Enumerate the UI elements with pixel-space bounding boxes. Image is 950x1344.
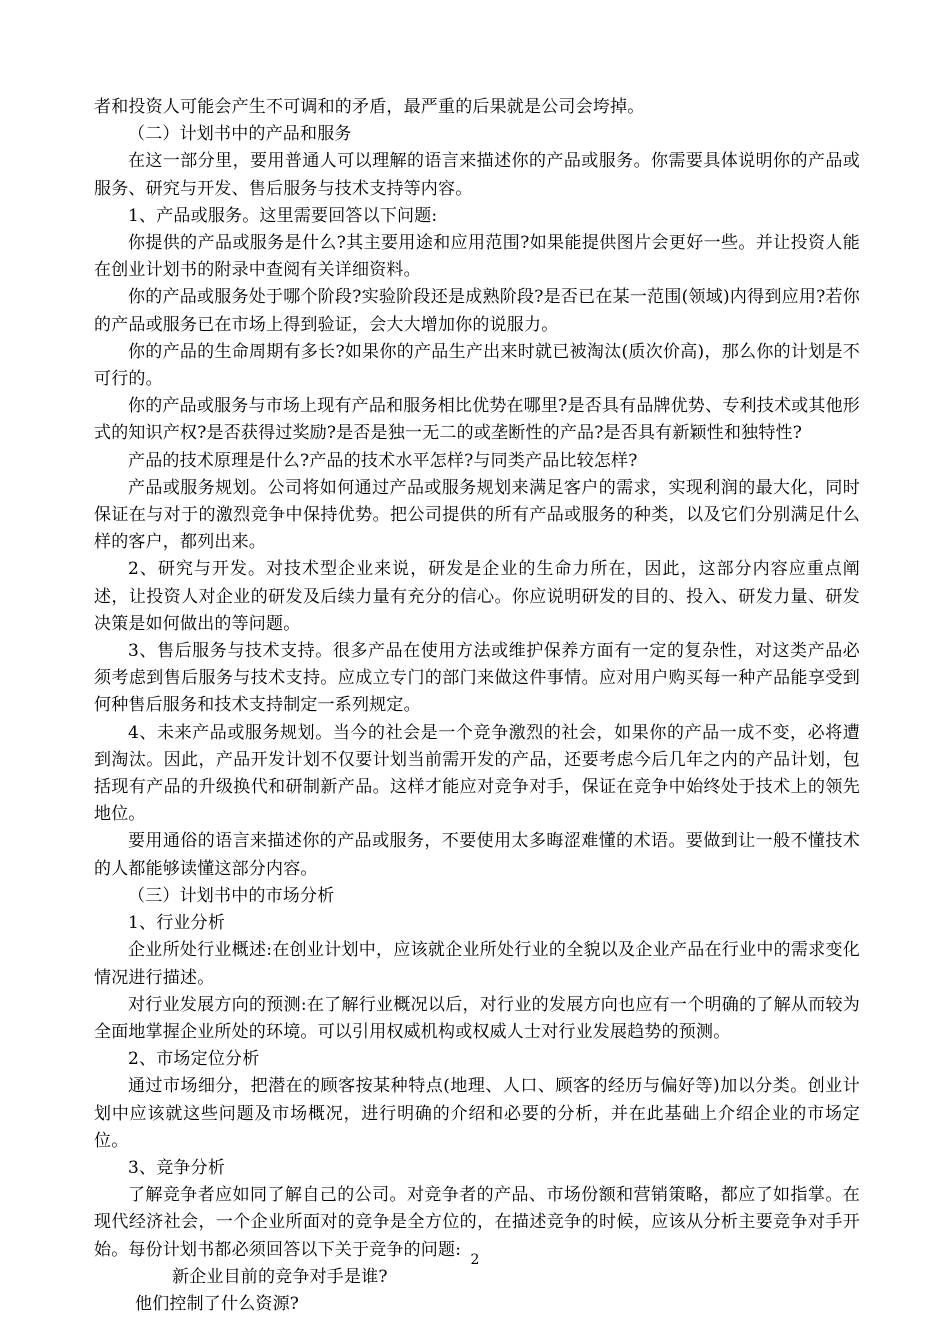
question-item: 新企业目前的竞争对手是谁? <box>172 1266 388 1287</box>
subheading-products-services: 1、产品或服务。这里需要回答以下问题: <box>128 205 438 226</box>
paragraph: 者和投资人可能会产生不可调和的矛盾，最严重的后果就是公司会垮掉。 <box>94 97 645 117</box>
subheading-industry: 1、行业分析 <box>128 913 226 934</box>
section-heading-market: （三）计划书中的市场分析 <box>128 885 335 906</box>
paragraph: 对行业发展方向的预测:在了解行业概况以后，对行业的发展方向也应有一个明确的了解从而较为全面地掌握企业所处的环境。可以引用权威机构或权威人士对行业发展趋势的预测。 <box>94 994 860 1042</box>
subheading-research: 2、研究与开发。对技术型企业来说，研发是企业的生命力所在，因此，这部分内容应重点阐述，让投资人对企业的研发及后续力量有充分的信心。你应说明研发的目的、投入、研发力量、研发决策是如何做出的等问题。 <box>94 559 860 634</box>
paragraph: 在这一部分里，要用普通人可以理解的语言来描述你的产品或服务。你需要具体说明你的产品或服务、研究与开发、售后服务与技术支持等内容。 <box>94 151 860 199</box>
question-item: 他们控制了什么资源? <box>135 1293 300 1314</box>
body-text <box>94 94 860 1318</box>
page-number: 2 <box>470 1252 480 1268</box>
paragraph: 通过市场细分，把潜在的顾客按某种特点(地理、人口、顾客的经历与偏好等)加以分类。创业计划中应该就这些问题及市场概况，进行明确的介绍和必要的分析，并在此基础上介绍企业的市场定位。 <box>94 1076 860 1151</box>
subheading-competition: 3、竞争分析 <box>128 1157 226 1178</box>
paragraph: 你的产品的生命周期有多长?如果你的产品生产出来时就已被淘汰(质次价高)，那么你的计划是不可行的。 <box>94 341 860 390</box>
paragraph: 要用通俗的语言来描述你的产品或服务，不要使用太多晦涩难懂的术语。要做到让一般不懂技术的人都能够读懂这部分内容。 <box>94 831 860 879</box>
section-heading-products: （二）计划书中的产品和服务 <box>128 124 352 145</box>
subheading-positioning: 2、市场定位分析 <box>128 1049 260 1070</box>
paragraph: 你的产品或服务处于哪个阶段?实验阶段还是成熟阶段?是否已在某一范围(领域)内得到应用?若你的产品或服务已在市场上得到验证，会大大增加你的说服力。 <box>94 287 860 335</box>
paragraph: 产品的技术原理是什么?产品的技术水平怎样?与同类产品比较怎样? <box>128 450 638 471</box>
paragraph: 产品或服务规划。公司将如何通过产品或服务规划来满足客户的需求，实现利润的最大化，同时保证在与对于的激烈竞争中保持优势。把公司提供的所有产品或服务的种类，以及它们分别满足什么样的客户，都列出来。 <box>94 477 860 553</box>
paragraph: 你的产品或服务与市场上现有产品和服务相比优势在哪里?是否具有品牌优势、专利技术或其他形式的知识产权?是否获得过奖励?是否是独一无二的或垄断性的产品?是否具有新颖性和独特性? <box>94 396 860 444</box>
paragraph: 了解竞争者应如同了解自己的公司。对竞争者的产品、市场份额和营销策略，都应了如指掌。在现代经济社会，一个企业所面对的竞争是全方位的，在描述竞争的时候，应该从分析主要竞争对手开始。每份计划书都必须回答以下关于竞争的问题: <box>94 1185 860 1260</box>
paragraph: 你提供的产品或服务是什么?其主要用途和应用范围?如果能提供图片会更好一些。并让投资人能在创业计划书的附录中查阅有关详细资料。 <box>94 233 860 281</box>
subheading-after-sales: 3、售后服务与技术支持。很多产品在使用方法或维护保养方面有一定的复杂性，对这类产品必须考虑到售后服务与技术支持。应成立专门的部门来做这件事情。应对用户购买每一种产品能享受到何种售后服务和技术支持制定一系列规定。 <box>94 641 860 716</box>
paragraph: 企业所处行业概述:在创业计划中，应该就企业所处行业的全貌以及企业产品在行业中的需求变化情况进行描述。 <box>94 940 860 988</box>
subheading-future-plan: 4、未来产品或服务规划。当今的社会是一个竞争激烈的社会，如果你的产品一成不变，必将遭到淘汰。因此，产品开发计划不仅要计划当前需开发的产品，还要考虑今后几年之内的产品计划，包括现有产品的升级换代和研制新产品。这样才能应对竞争对手，保证在竞争中始终处于技术上的领先地位。 <box>94 722 860 825</box>
